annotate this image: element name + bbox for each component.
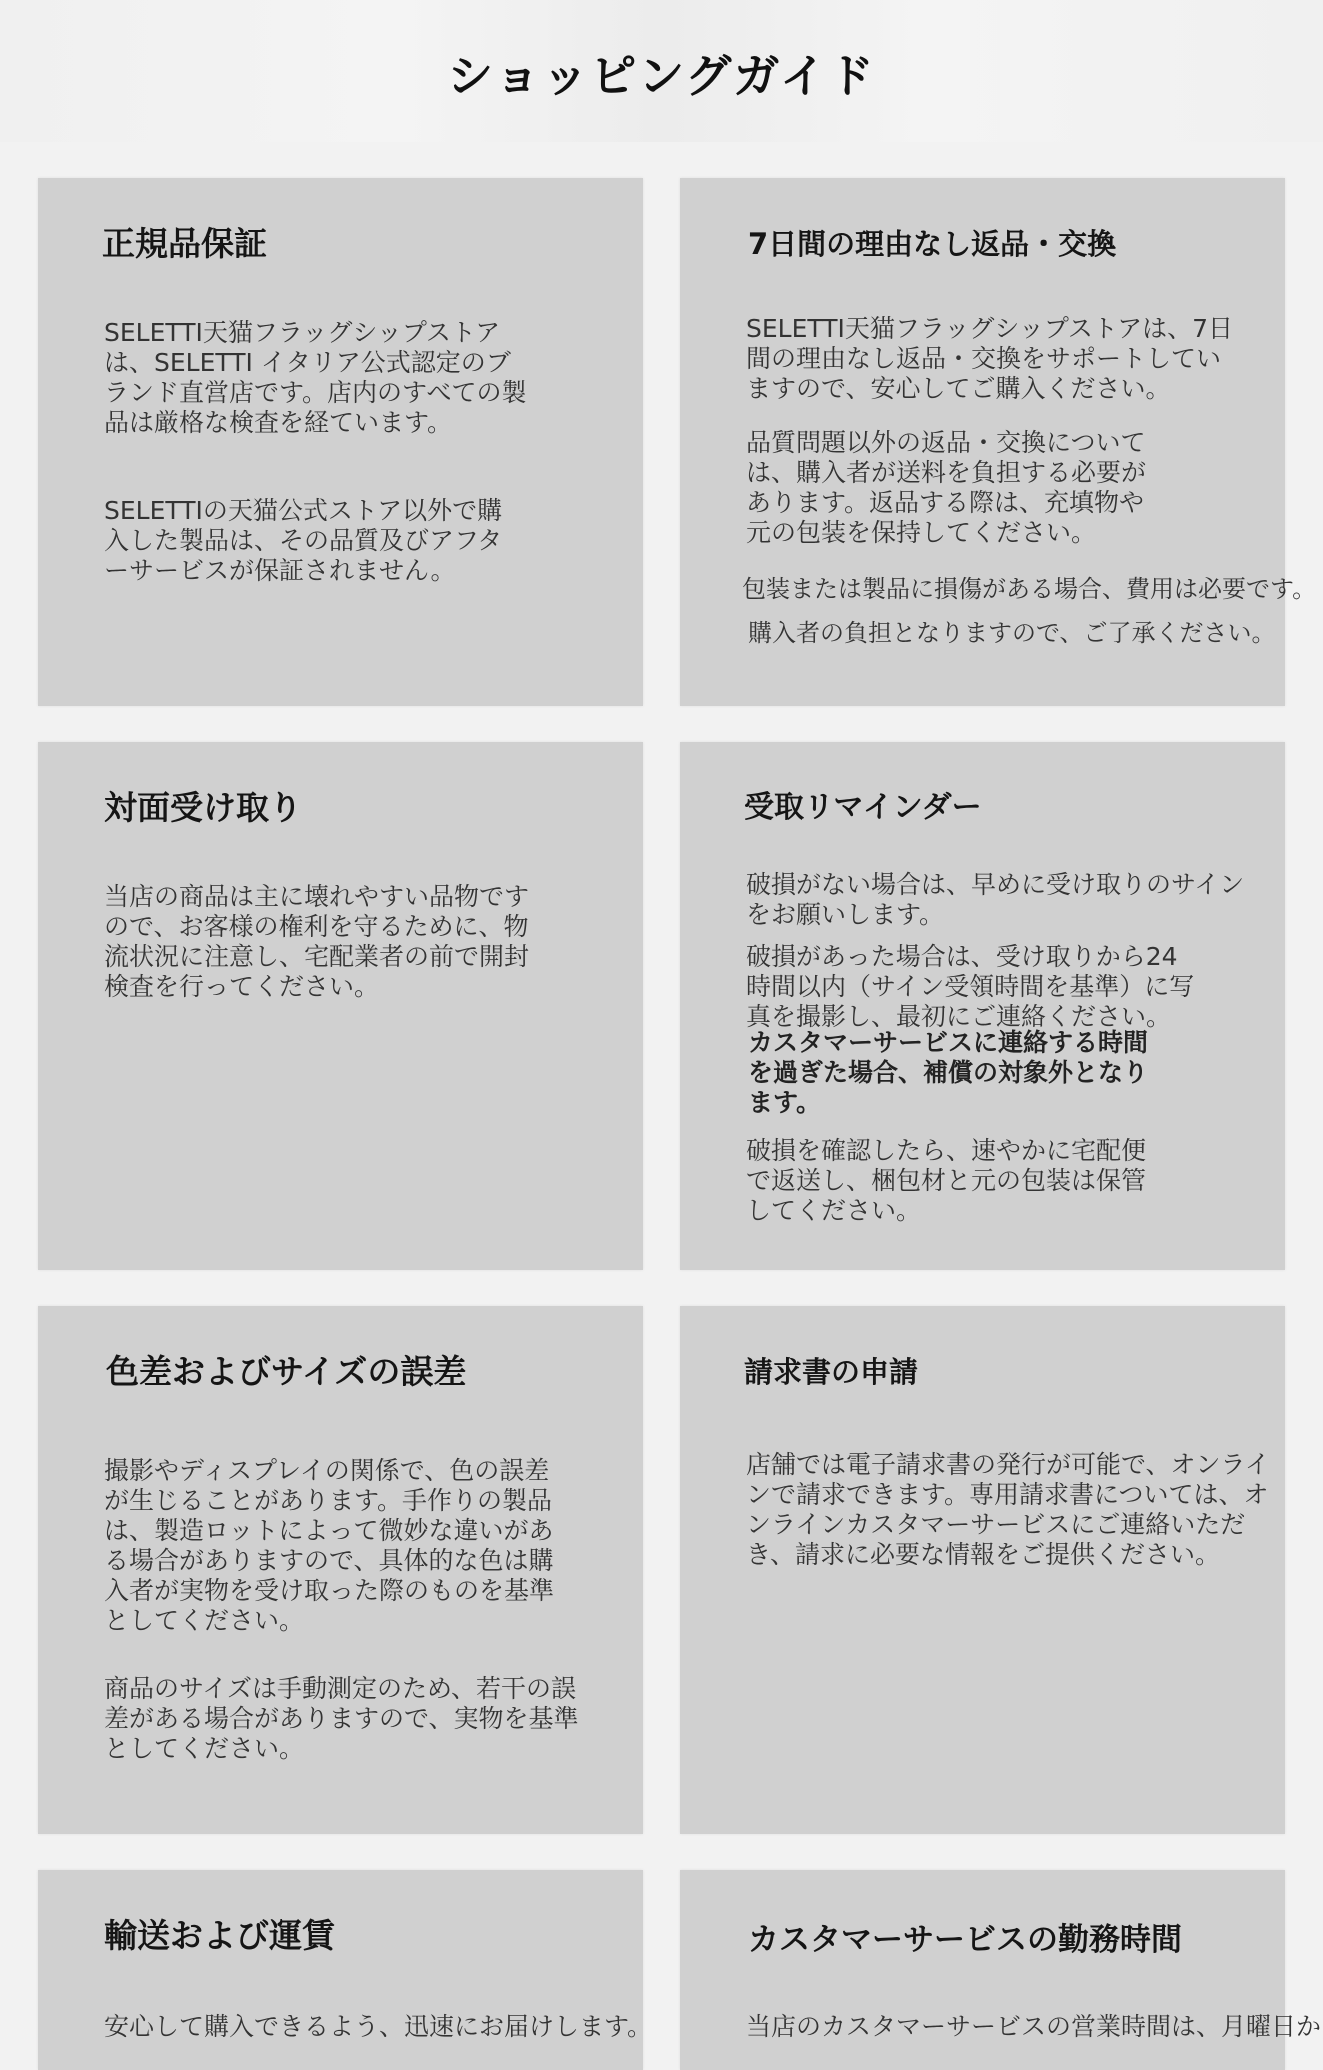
card-customer-service-hours [680, 1870, 1322, 2070]
card-title: 対面受け取り [104, 788, 302, 827]
card-paragraph: 購入者の負担となりますので、ご了承ください。 [748, 619, 1276, 647]
card-paragraph: SELETTI天猫フラッグシップストアは、SELETTI イタリア公式認定のブランド直営店です。店内のすべての製品は厳格な検査を経ています。 [104, 318, 527, 437]
card-paragraph-warning: カスタマーサービスに連絡する時間を過ぎた場合、補償の対象外となります。 [748, 1028, 1149, 1117]
card-paragraph: SELETTIの天猫公式ストア以外で購入した製品は、その品質及びアフターサービスが保証されません。 [104, 496, 503, 585]
card-paragraph: 商品のサイズは手動測定のため、若干の誤差がある場合がありますので、実物を基準としてください。 [104, 1674, 579, 1763]
card-title: 7日間の理由なし返品・交換 [748, 227, 1117, 261]
card-authenticity-guarantee [38, 178, 643, 706]
card-paragraph: 包装または製品に損傷がある場合、費用は必要です。 [742, 575, 1317, 603]
card-in-person-receipt [38, 742, 643, 1270]
card-paragraph: 安心して購入できるよう、迅速にお届けします。 [104, 2012, 653, 2041]
card-title: 色差およびサイズの誤差 [106, 1352, 467, 1391]
card-paragraph: 撮影やディスプレイの関係で、色の誤差が生じることがあります。手作りの製品は、製造ロットによって微妙な違いがある場合がありますので、具体的な色は購入者が実物を受け取った際のものを基準としてください。 [104, 1456, 555, 1635]
card-paragraph: SELETTI天猫フラッグシップストアは、7日間の理由なし返品・交換をサポートしていますので、安心してご購入ください。 [746, 314, 1234, 403]
card-color-size-variance [38, 1306, 643, 1834]
card-paragraph: 品質問題以外の返品・交換については、購入者が送料を負担する必要があります。返品する際は、充填物や元の包装を保持してください。 [746, 428, 1147, 547]
card-paragraph: 当店の商品は主に壊れやすい品物ですので、お客様の権利を守るために、物流状況に注意し、宅配業者の前で開封検査を行ってください。 [104, 882, 530, 1001]
card-title: 請求書の申請 [744, 1355, 919, 1389]
card-invoice-request [680, 1306, 1285, 1834]
card-receipt-reminder [680, 742, 1285, 1270]
card-paragraph: 店舗では電子請求書の発行が可能で、オンラインで請求できます。専用請求書については、オンラインカスタマーサービスにご連絡いただき、請求に必要な情報をご提供ください。 [746, 1450, 1270, 1569]
card-title: 正規品保証 [102, 224, 267, 263]
card-shipping-fees [38, 1870, 653, 2070]
card-paragraph: 破損を確認したら、速やかに宅配便で返送し、梱包材と元の包装は保管してください。 [746, 1136, 1147, 1225]
card-title: 受取リマインダー [744, 790, 982, 825]
card-title: カスタマーサービスの勤務時間 [748, 1922, 1182, 1958]
card-title: 輸送および運賃 [104, 1916, 335, 1955]
card-paragraph: 破損がない場合は、早めに受け取りのサインをお願いします。 [746, 870, 1245, 929]
card-7day-return [680, 178, 1317, 706]
card-paragraph: 当店のカスタマーサービスの営業時間は、月曜日か [746, 2012, 1322, 2041]
card-paragraph: 破損があった場合は、受け取りから24時間以内（サイン受領時間を基準）に写真を撮影し、最初にご連絡ください。 [746, 942, 1195, 1031]
page-title: ショッピングガイド [447, 49, 876, 103]
